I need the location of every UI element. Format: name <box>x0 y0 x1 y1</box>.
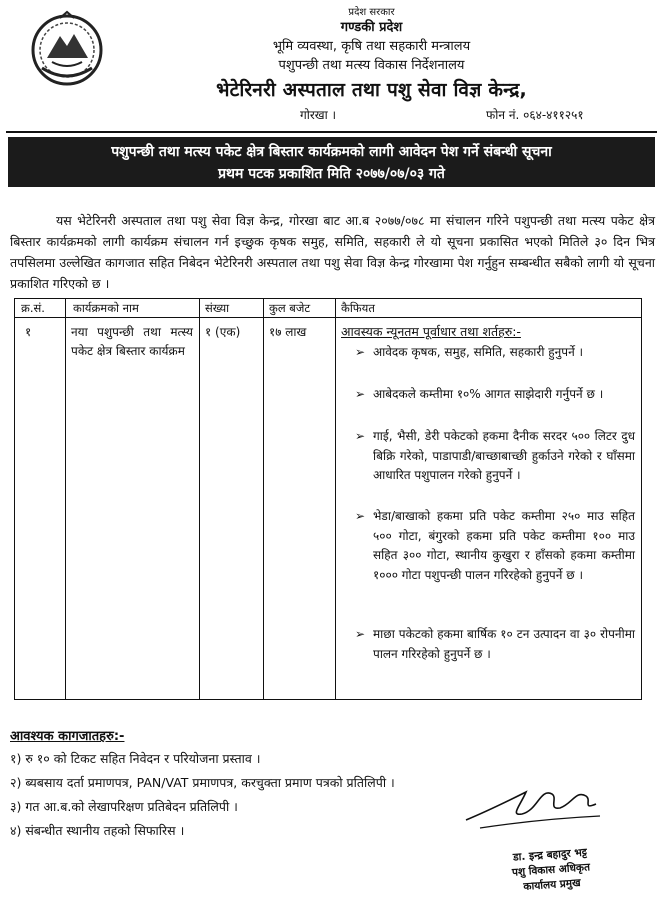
ministry-name: भूमि व्यवस्था, कृषि तथा सहकारी मन्त्रालय <box>272 39 471 54</box>
condition-item: ➢ आबेदकले कम्तीमा १०% आगत साझेदारी गर्नुपर्ने छ । <box>355 385 635 405</box>
document-item: ३) गत आ.ब.को लेखापरिक्षण प्रतिबेदन प्रतिलिपी । <box>10 799 238 814</box>
table-col-divider <box>335 299 336 699</box>
header-budget: कुल बजेट <box>269 301 311 315</box>
table-col-divider <box>199 299 200 699</box>
office-place: गोरखा । <box>300 108 337 122</box>
header-program: कार्यक्रमको नाम <box>73 301 139 315</box>
program-table <box>14 298 642 700</box>
document-item: १) रु १० को टिकट सहित निवेदन र परियोजना प्रस्ताव । <box>10 751 261 766</box>
header-count: संख्या <box>205 301 230 315</box>
arrow-bullet-icon: ➢ <box>355 429 366 443</box>
notice-banner <box>8 137 655 187</box>
row-budget: १७ लाख <box>269 325 307 339</box>
condition-item: ➢ आवेदक कृषक, समुह, समिति, सहकारी हुनुपर्ने । <box>355 343 635 363</box>
document-item: ४) संबन्धीत स्थानीय तहको सिफारिस । <box>10 823 185 838</box>
arrow-bullet-icon: ➢ <box>355 627 366 641</box>
condition-item: ➢ माछा पकेटको हकमा बार्षिक १० टन उत्पादन वा ३० रोपनीमा पालन गरिरहेको हुनुपर्ने छ । <box>355 627 635 661</box>
requirements-title: आवस्यक न्यूनतम पूर्वाधार तथा शर्तहरु:- <box>341 324 521 339</box>
signatory-role: कार्यालय प्रमुख <box>523 876 582 893</box>
row-count: १ (एक) <box>205 325 241 339</box>
signatory-name: डा. इन्द्र बहादुर भट्ट <box>512 846 588 864</box>
header-sn: क्र.सं. <box>21 301 45 315</box>
arrow-bullet-icon: ➢ <box>355 345 366 359</box>
row-program: नया पशुपन्छी तथा मत्स्य पकेट क्षेत्र बिस्तार कार्यक्रम <box>71 325 193 358</box>
signatory-block <box>511 845 592 895</box>
directorate-name: पशुपन्छी तथा मत्स्य विकास निर्देशनालय <box>278 58 465 73</box>
arrow-bullet-icon: ➢ <box>355 509 366 523</box>
office-name: भेटेरिनरी अस्पताल तथा पशु सेवा विज्ञ केन्द्र, <box>216 79 527 101</box>
document-item: २) ब्यबसाय दर्ता प्रमाणपत्र, PAN/VAT प्रमाणपत्र, करचुक्ता प्रमाण पत्रको प्रतिलिपी । <box>10 775 395 790</box>
signature-mark <box>460 770 610 840</box>
header-remarks: कैफियत <box>341 301 375 315</box>
signatory-title: पशु विकास अधिकृत <box>511 861 591 879</box>
condition-item: ➢ गाई, भैसी, डेरी पकेटको हकमा दैनीक सरदर ५०० लिटर दुध बिक्रि गरेको, पाडापाडी/बाच्छाबाच्छी हुर्काउने गरेको र घाँसमा आधारित पशुपालन गरेको हुनुपर्ने । <box>355 429 635 482</box>
arrow-bullet-icon: ➢ <box>355 387 366 401</box>
govt-label: प्रदेश सरकार <box>348 7 395 18</box>
header-divider <box>6 131 657 133</box>
row-sn: १ <box>25 325 32 339</box>
publish-date: प्रथम पटक प्रकाशित मिति २०७७/०७/०३ गते <box>218 166 445 182</box>
province-name: गण्डकी प्रदेश <box>340 20 403 35</box>
table-col-divider <box>65 299 66 699</box>
documents-title: आवश्यक कागजातहरु:- <box>10 729 125 744</box>
condition-item: ➢ भेडा/बाखाको हकमा प्रति पकेट कम्तीमा २५० माउ सहित ५०० गोटा, बंगुरको हकमा प्रति पकेट कम्तीमा १०० माउ सहित ३०० गोटा, स्थानीय कुखुरा र हाँसको हकमा कम्तीमा १००० गोटा पशुपन्छी पालन गरिरहेको हुनुपर्ने छ । <box>355 509 635 582</box>
office-phone: फोन नं. ०६४-४११२५१ <box>486 108 584 122</box>
notice-title: पशुपन्छी तथा मत्स्य पकेट क्षेत्र बिस्तार कार्यक्रमको लागी आवेदन पेश गर्ने संबन्धी सूचना <box>111 144 552 160</box>
table-header-divider <box>15 317 641 318</box>
table-col-divider <box>263 299 264 699</box>
intro-paragraph: यस भेटेरिनरी अस्पताल तथा पशु सेवा विज्ञ केन्द्र, गोरखा बाट आ.ब २०७७/०७८ मा संचालन गरिने पशुपन्छी तथा मत्स्य पकेट क्षेत्र बिस्तार कार्यक्रमको लागी कार्यक्रम संचालन गर्न इच्छुक कृषक समुह, समिति, सहकारी ले यो सूचना प्रकासित भएको मितिले ३० दिन भित्र तपसिलमा उल्लेखित कागजात सहित निबेदन भेटेरिनरी अस्पताल तथा पशु सेवा विज्ञ केन्द्र गोरखामा पेश गर्नुहुन सम्बन्धीत सबैको लागी यो सूचना प्रकाशित गरिएको छ । <box>10 213 655 291</box>
